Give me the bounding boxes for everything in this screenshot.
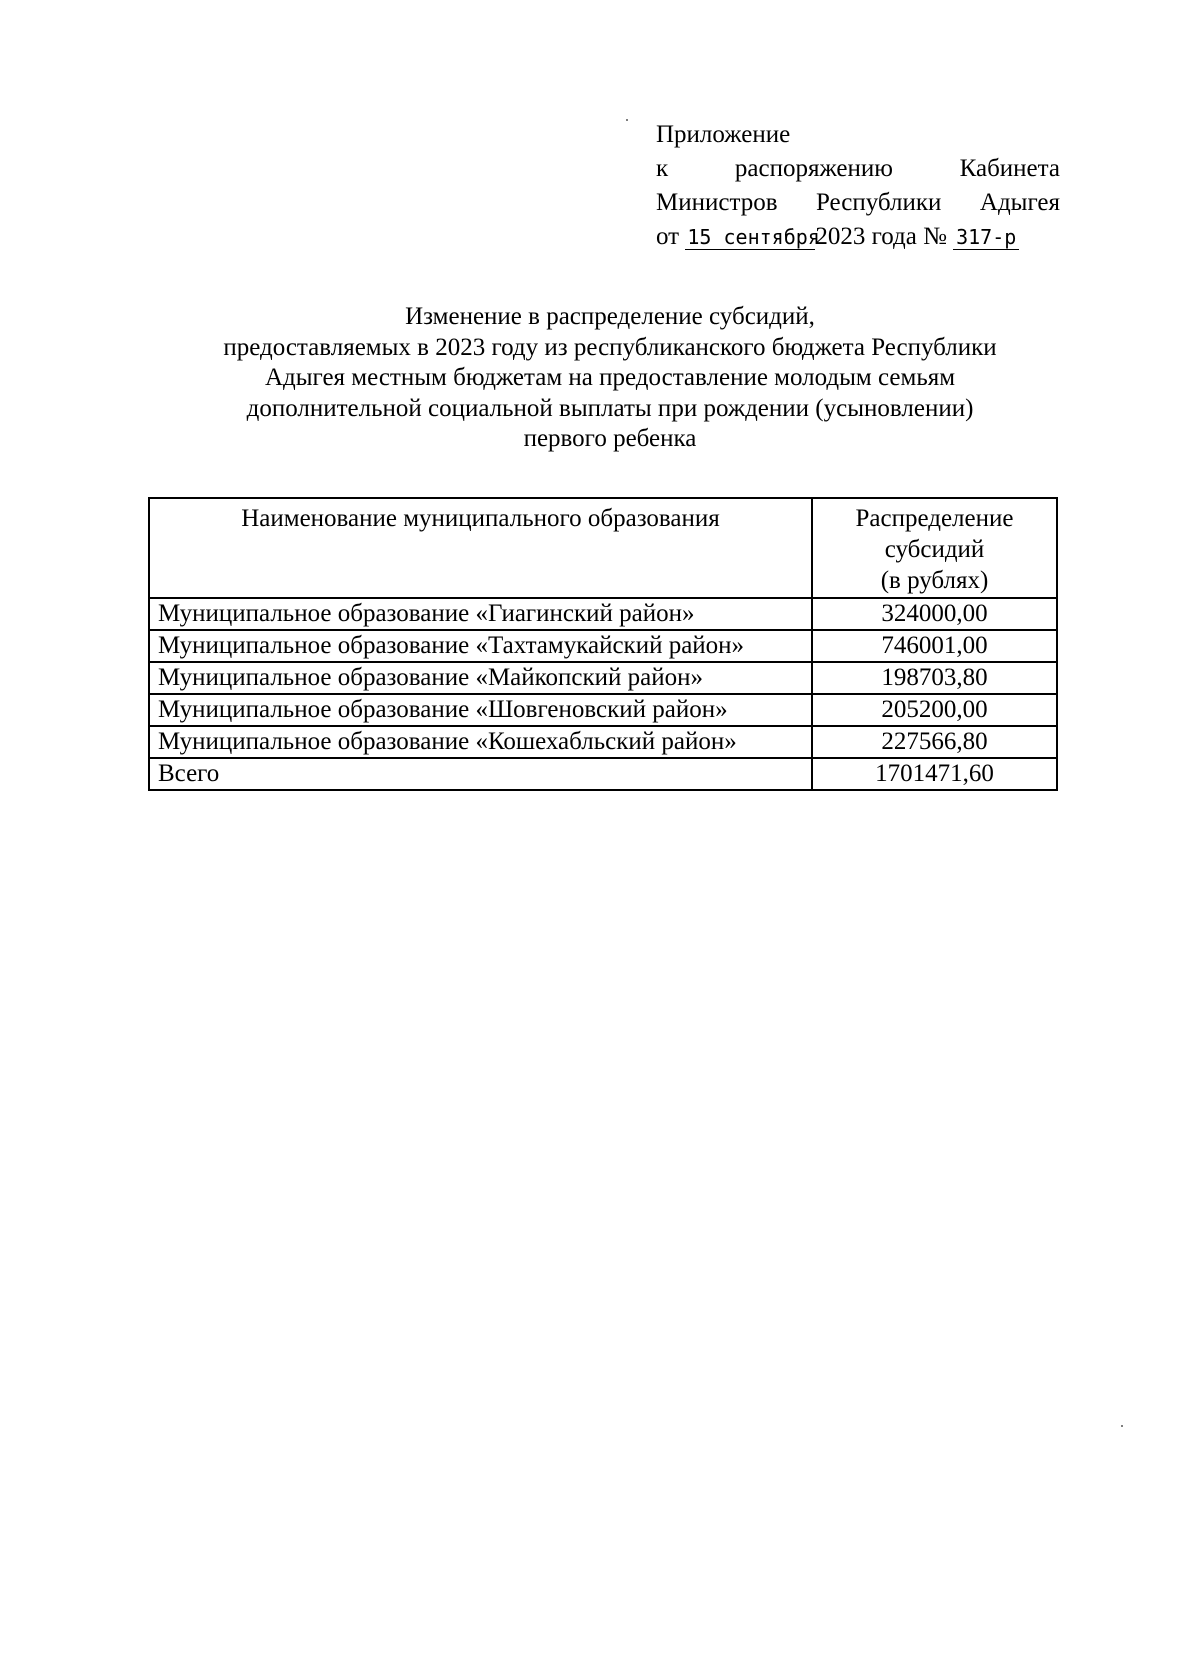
header-line: Распределение [855, 505, 1014, 532]
municipality-name: Муниципальное образование «Тахтамукайский район» [149, 630, 812, 662]
table-row [149, 630, 1057, 662]
document-title [150, 302, 1070, 455]
date-prefix: от [656, 223, 680, 250]
appendix-header [656, 118, 1060, 254]
title-line: Изменение в распределение субсидий, [405, 303, 815, 330]
table-row [149, 598, 1057, 630]
table-row [149, 726, 1057, 758]
date-field: 15 сентября [687, 225, 820, 249]
appendix-date-line [656, 220, 1060, 254]
appendix-title: Приложение [656, 121, 791, 148]
appendix-word: Республики [815, 189, 942, 216]
header-line: (в рублях) [880, 567, 989, 594]
column-header-amount [812, 498, 1057, 598]
appendix-word: Адыгея [979, 189, 1060, 216]
scan-speck [1121, 1425, 1123, 1427]
municipality-name: Муниципальное образование «Кошехабльский район» [149, 726, 812, 758]
total-amount: 1701471,60 [812, 758, 1057, 790]
table-row [149, 694, 1057, 726]
appendix-word: к [656, 155, 669, 182]
subsidy-amount: 198703,80 [812, 662, 1057, 694]
table-row [149, 662, 1057, 694]
subsidy-amount: 227566,80 [812, 726, 1057, 758]
municipality-name: Муниципальное образование «Майкопский район» [149, 662, 812, 694]
total-label: Всего [149, 758, 812, 790]
date-suffix: 2023 года № [815, 223, 947, 250]
title-line: предоставляемых в 2023 году из республиканского бюджета Республики [223, 333, 997, 361]
title-line: первого ребенка [523, 425, 697, 452]
subsidy-amount: 205200,00 [812, 694, 1057, 726]
table-header-row [149, 498, 1057, 598]
appendix-authority-line [656, 186, 1060, 220]
subsidy-amount: 324000,00 [812, 598, 1057, 630]
appendix-word: Министров [656, 189, 778, 216]
table-total-row [149, 758, 1057, 790]
appendix-order-line [656, 152, 1060, 186]
title-line: дополнительной социальной выплаты при рождении (усыновлении) [246, 394, 974, 422]
appendix-word: распоряжению [734, 155, 893, 182]
municipality-name: Муниципальное образование «Шовгеновский район» [149, 694, 812, 726]
subsidies-table [148, 497, 1058, 791]
header-line: субсидий [884, 536, 985, 563]
municipality-name: Муниципальное образование «Гиагинский район» [149, 598, 812, 630]
order-number-field: 317-р [953, 225, 1019, 250]
column-header-name: Наименование муниципального образования [149, 498, 812, 598]
appendix-word: Кабинета [959, 155, 1060, 182]
title-line: Адыгея местным бюджетам на предоставление молодым семьям [264, 364, 956, 391]
scan-speck [626, 119, 628, 121]
subsidy-amount: 746001,00 [812, 630, 1057, 662]
